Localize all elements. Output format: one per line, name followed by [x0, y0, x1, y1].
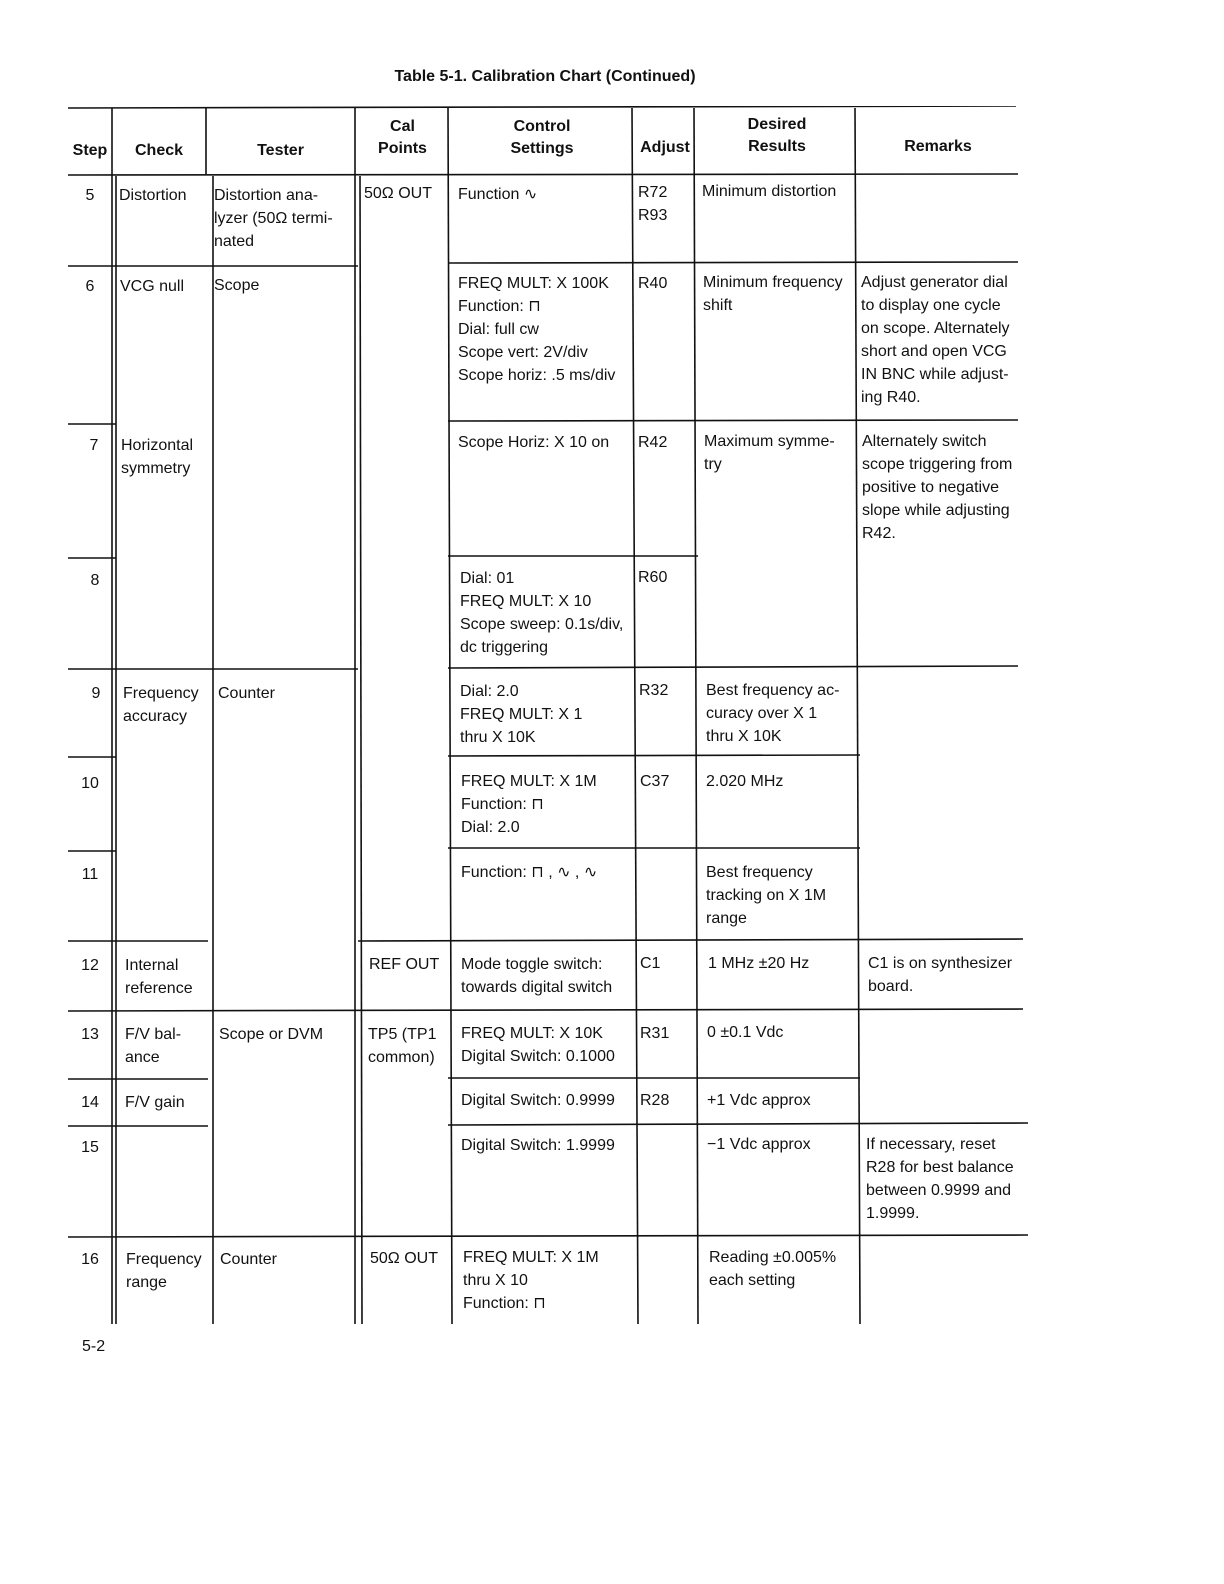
remarks-cell: If necessary, reset R28 for best balance between 0.9999 and 1.9999. — [866, 1136, 1014, 1222]
remarks-cell: Alternately switch scope triggering from positive to negative slope while adjusting R42. — [862, 433, 1013, 542]
desired-results-cell: 2.020 MHz — [706, 773, 784, 790]
check-cell: VCG null — [120, 278, 185, 295]
desired-results-cell: 0 ±0.1 Vdc — [707, 1024, 784, 1041]
control-settings-cell: Digital Switch: 1.9999 — [461, 1137, 615, 1154]
check-cell: Frequency accuracy — [123, 685, 199, 725]
adjust-cell: R31 — [640, 1025, 670, 1042]
desired-results-cell: +1 Vdc approx — [707, 1092, 811, 1109]
adjust-cell: R60 — [638, 569, 668, 586]
step-number: 6 — [85, 278, 95, 295]
header-check: Check — [134, 142, 184, 159]
step-number: 5 — [85, 187, 95, 204]
control-settings-cell: Dial: 01 FREQ MULT: X 10 Scope sweep: 0.1s/div, dc triggering — [460, 570, 624, 656]
tester-cell: Scope or DVM — [219, 1026, 324, 1043]
adjust-cell: C37 — [640, 773, 670, 790]
cal-points-cell: TP5 (TP1 common) — [368, 1026, 437, 1066]
table-title: Table 5-1. Calibration Chart (Continued) — [394, 68, 696, 85]
header-cal-points: Cal Points — [378, 118, 427, 157]
header-step: Step — [72, 142, 108, 159]
control-settings-cell: FREQ MULT: X 1M thru X 10 Function: ⊓ — [463, 1249, 599, 1312]
control-settings-cell: FREQ MULT: X 1M Function: ⊓ Dial: 2.0 — [461, 773, 597, 836]
adjust-cell: R42 — [638, 434, 668, 451]
desired-results-cell: Reading ±0.005% each setting — [709, 1249, 837, 1289]
control-settings-cell: Mode toggle switch: towards digital switch — [461, 956, 613, 996]
step-number: 14 — [81, 1094, 99, 1111]
control-settings-cell: Function: ⊓ , ∿ , ∿ — [461, 864, 598, 881]
check-cell: Distortion — [119, 187, 187, 204]
adjust-cell: R72 R93 — [638, 184, 668, 224]
control-settings-cell: Function ∿ — [458, 186, 538, 203]
control-settings-cell: Digital Switch: 0.9999 — [461, 1092, 615, 1109]
control-settings-cell: FREQ MULT: X 100K Function: ⊓ Dial: full cw Scope vert: 2V/div Scope horiz: .5 ms/div — [458, 275, 616, 384]
step-number: 9 — [91, 685, 101, 702]
step-number: 16 — [81, 1251, 99, 1268]
check-cell: F/V bal- ance — [125, 1026, 182, 1066]
remarks-cell: Adjust generator dial to display one cycle on scope. Alternately short and open VCG IN BNC while adjust- ing R40. — [861, 274, 1010, 406]
check-cell: Frequency range — [126, 1251, 202, 1291]
desired-results-cell: Best frequency ac- curacy over X 1 thru X 10K — [706, 682, 840, 745]
check-cell: F/V gain — [125, 1094, 185, 1111]
step-number: 15 — [81, 1139, 99, 1156]
step-number: 7 — [89, 437, 99, 454]
desired-results-cell: Maximum symme- try — [704, 433, 835, 473]
step-number: 12 — [81, 957, 99, 974]
check-cell: Internal reference — [125, 957, 193, 997]
step-number: 11 — [81, 866, 99, 883]
desired-results-cell: Minimum frequency shift — [703, 274, 843, 314]
header-remarks: Remarks — [904, 138, 972, 155]
adjust-cell: R28 — [640, 1092, 670, 1109]
calibration-table — [68, 106, 1028, 1324]
desired-results-cell: 1 MHz ±20 Hz — [708, 955, 810, 972]
adjust-cell: R32 — [639, 682, 669, 699]
page-number: 5-2 — [82, 1338, 106, 1355]
step-number: 10 — [81, 775, 99, 792]
tester-cell: Scope — [214, 277, 260, 294]
tester-cell: Counter — [220, 1251, 277, 1268]
cal-points-cell: 50Ω OUT — [370, 1250, 438, 1267]
tester-cell: Distortion ana- lyzer (50Ω termi- nated — [214, 187, 333, 250]
cal-points-cell: REF OUT — [369, 956, 440, 973]
remarks-cell: C1 is on synthesizer board. — [868, 955, 1013, 995]
header-control-settings: Control Settings — [510, 118, 574, 157]
step-number: 8 — [90, 572, 100, 589]
header-adjust: Adjust — [640, 139, 690, 156]
adjust-cell: C1 — [640, 955, 661, 972]
step-number: 13 — [81, 1026, 99, 1043]
cal-points-cell: 50Ω OUT — [364, 185, 432, 202]
header-desired-results: Desired Results — [747, 116, 807, 155]
tester-cell: Counter — [218, 685, 275, 702]
desired-results-cell: Minimum distortion — [702, 183, 837, 200]
control-settings-cell: FREQ MULT: X 10K Digital Switch: 0.1000 — [461, 1025, 615, 1065]
control-settings-cell: Dial: 2.0 FREQ MULT: X 1 thru X 10K — [460, 683, 583, 746]
desired-results-cell: Best frequency tracking on X 1M range — [706, 864, 827, 927]
check-cell: Horizontal symmetry — [121, 437, 194, 477]
adjust-cell: R40 — [638, 275, 668, 292]
control-settings-cell: Scope Horiz: X 10 on — [458, 434, 610, 451]
header-tester: Tester — [257, 142, 304, 159]
desired-results-cell: −1 Vdc approx — [707, 1136, 811, 1153]
